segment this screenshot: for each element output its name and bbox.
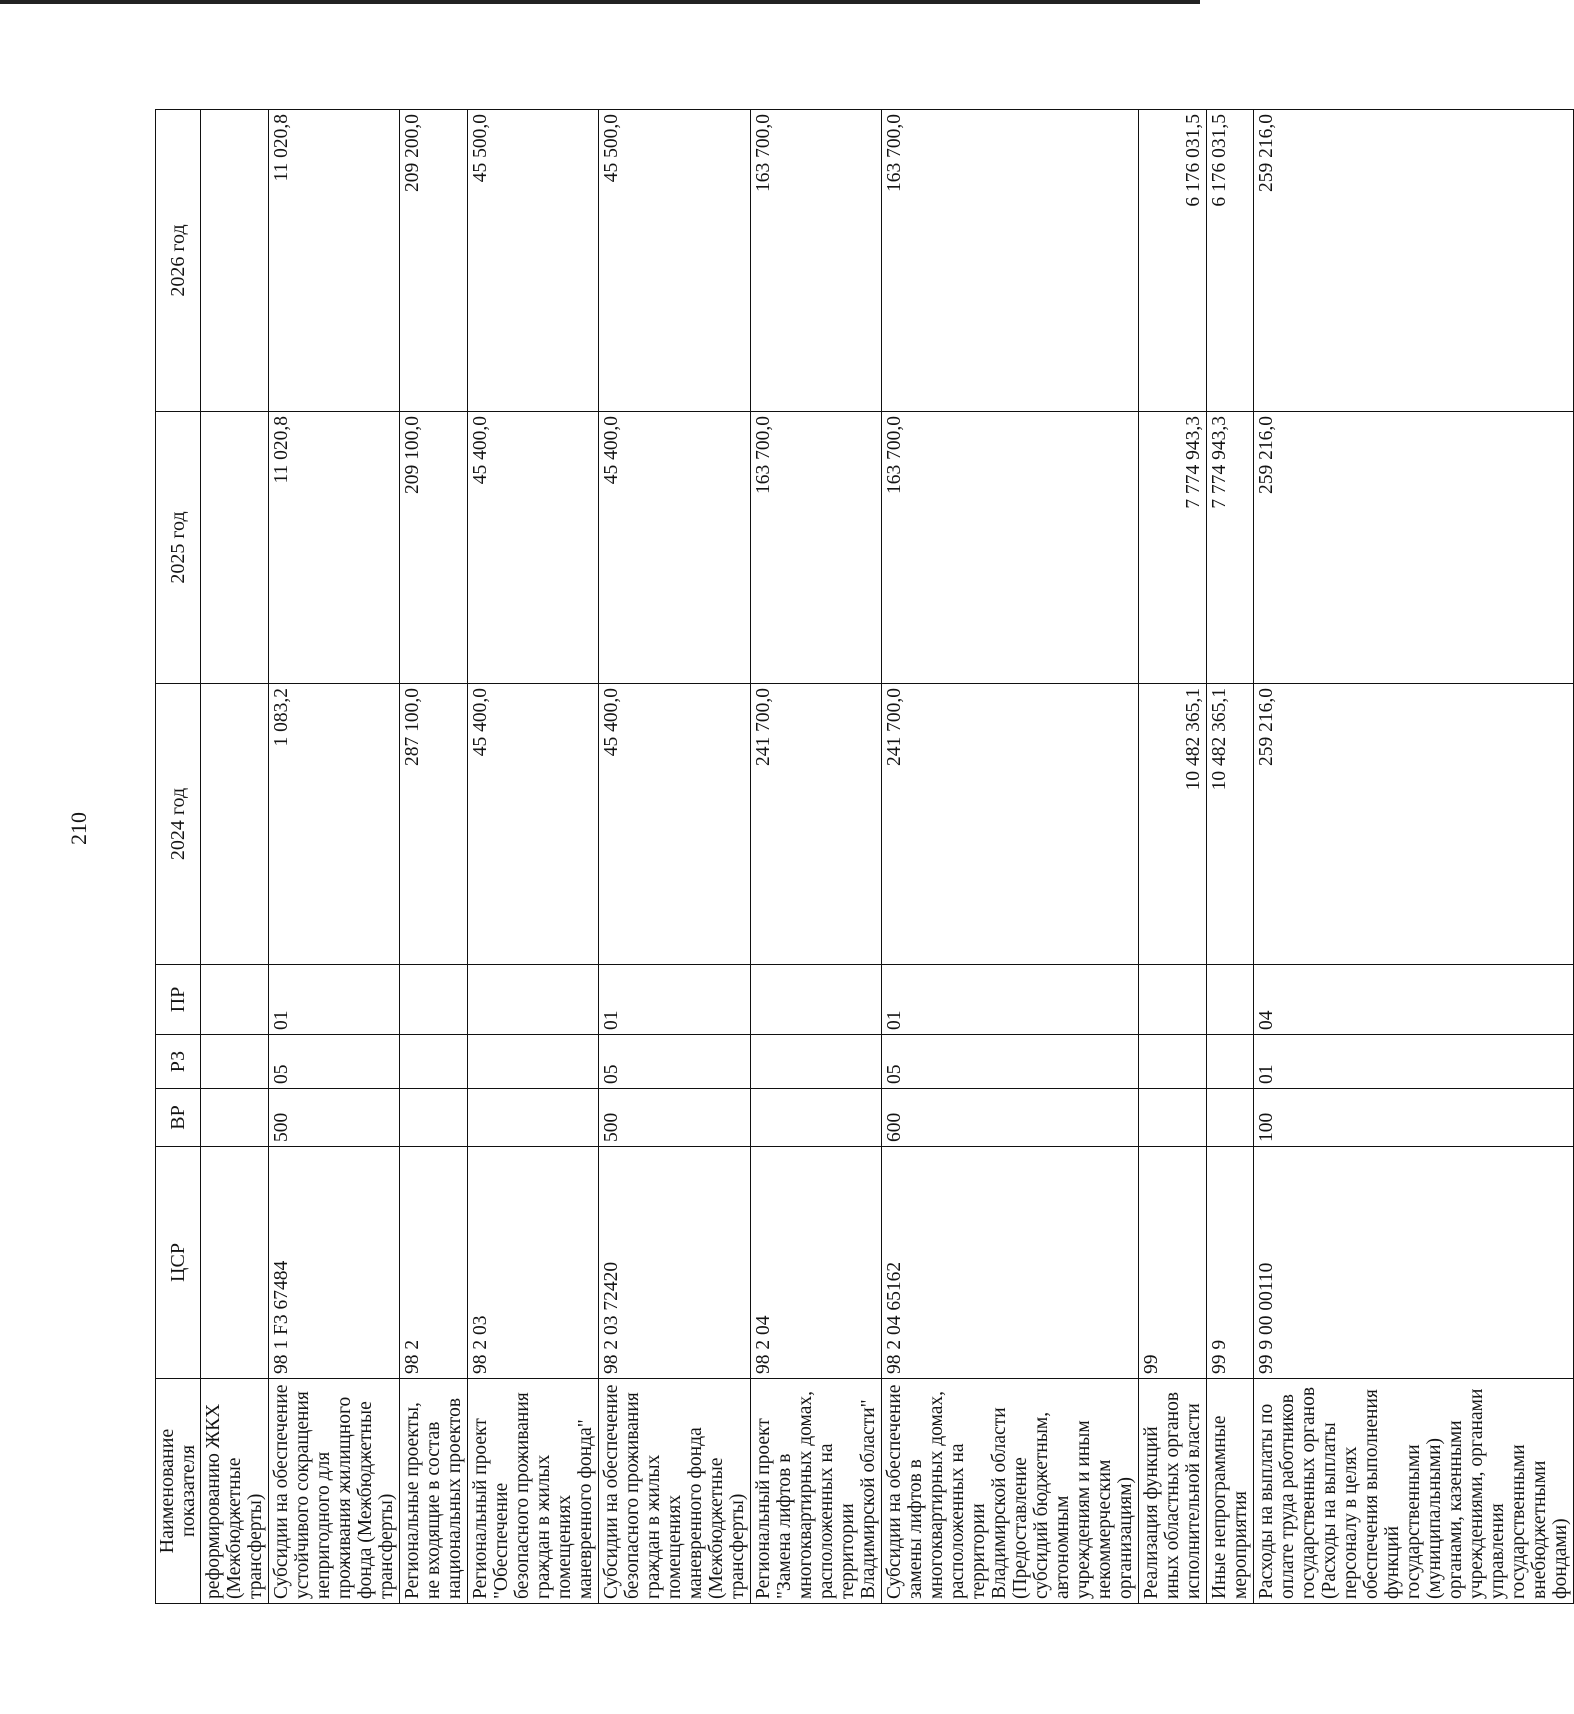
table-row: [201, 110, 269, 1604]
row-2024: 45 400,0: [468, 684, 599, 965]
row-csr: [201, 1147, 269, 1379]
row-2026: 209 200,0: [400, 110, 468, 412]
row-2024: 259 216,0: [1254, 684, 1574, 965]
column-header: 2024 год: [156, 684, 201, 965]
row-csr: 98 2 03: [468, 1147, 599, 1379]
column-header: РЗ: [156, 1035, 201, 1089]
row-csr: 98 1 F3 67484: [269, 1147, 400, 1379]
row-2025: 259 216,0: [1254, 412, 1574, 684]
row-name: Иные непрограммные мероприятия: [1207, 1379, 1254, 1604]
row-vr: [201, 1089, 269, 1147]
row-pr: 04: [1254, 965, 1574, 1035]
column-header: ЦСР: [156, 1147, 201, 1379]
page-number: 210: [66, 812, 91, 845]
row-2026: 163 700,0: [882, 110, 1139, 412]
row-2026: 45 500,0: [599, 110, 751, 412]
row-2026: 259 216,0: [1254, 110, 1574, 412]
row-pr: 01: [269, 965, 400, 1035]
row-vr: [1207, 1089, 1254, 1147]
row-pr: [400, 965, 468, 1035]
budget-table: [155, 109, 1574, 1604]
row-csr: 99 9: [1207, 1147, 1254, 1379]
row-pr: [751, 965, 882, 1035]
row-2024: 241 700,0: [751, 684, 882, 965]
row-2025: [201, 412, 269, 684]
row-rz: 05: [882, 1035, 1139, 1089]
row-vr: 100: [1254, 1089, 1574, 1147]
table-row: [400, 110, 468, 1604]
table-row: [468, 110, 599, 1604]
table-row: [1207, 110, 1254, 1604]
row-vr: 600: [882, 1089, 1139, 1147]
column-header: Наименование показателя: [156, 1379, 201, 1604]
row-pr: [201, 965, 269, 1035]
row-2025: 45 400,0: [468, 412, 599, 684]
page-top-edge: [0, 0, 1200, 4]
row-vr: [1139, 1089, 1207, 1147]
rotated-table-wrapper: [155, 110, 1571, 1604]
row-pr: [1139, 965, 1207, 1035]
row-pr: 01: [882, 965, 1139, 1035]
row-pr: [1207, 965, 1254, 1035]
table-row: [751, 110, 882, 1604]
row-name: Региональные проекты, не входящие в состав национальных проектов: [400, 1379, 468, 1604]
row-vr: [751, 1089, 882, 1147]
row-vr: 500: [599, 1089, 751, 1147]
row-pr: 01: [599, 965, 751, 1035]
row-2026: 6 176 031,5: [1139, 110, 1207, 412]
row-vr: [468, 1089, 599, 1147]
row-2025: 163 700,0: [751, 412, 882, 684]
row-2026: 6 176 031,5: [1207, 110, 1254, 412]
row-csr: 99: [1139, 1147, 1207, 1379]
row-rz: [751, 1035, 882, 1089]
column-header: ПР: [156, 965, 201, 1035]
row-name: Региональный проект "Замена лифтов в многоквартирных домах, расположенных на территории Владимирской области": [751, 1379, 882, 1604]
row-name: Региональный проект "Обеспечение безопасного проживания граждан в жилых помещениях маневренного фонда": [468, 1379, 599, 1604]
row-vr: [400, 1089, 468, 1147]
column-header: 2026 год: [156, 110, 201, 412]
row-2024: 45 400,0: [599, 684, 751, 965]
table-row: [882, 110, 1139, 1604]
row-2025: 209 100,0: [400, 412, 468, 684]
row-csr: 98 2 04 65162: [882, 1147, 1139, 1379]
row-rz: [468, 1035, 599, 1089]
row-2025: 7 774 943,3: [1139, 412, 1207, 684]
row-rz: 05: [599, 1035, 751, 1089]
row-name: Реализация функций иных областных органов исполнительной власти: [1139, 1379, 1207, 1604]
row-name: Субсидии на обеспечение безопасного проживания граждан в жилых помещениях маневренного фонда (Межбюджетные трансферты): [599, 1379, 751, 1604]
table-row: [1139, 110, 1207, 1604]
row-csr: 98 2 04: [751, 1147, 882, 1379]
row-2024: 10 482 365,1: [1207, 684, 1254, 965]
row-2024: 1 083,2: [269, 684, 400, 965]
row-name: Субсидии на обеспечение замены лифтов в многоквартирных домах, расположенных на территории Владимирской области (Предоставление субсидий бюджетным, автономным учреждениям и иным некоммерческим организациям): [882, 1379, 1139, 1604]
row-2026: 163 700,0: [751, 110, 882, 412]
row-2024: [201, 684, 269, 965]
row-rz: 01: [1254, 1035, 1574, 1089]
row-csr: 98 2 03 72420: [599, 1147, 751, 1379]
row-rz: [201, 1035, 269, 1089]
row-2026: [201, 110, 269, 412]
row-csr: 99 9 00 00110: [1254, 1147, 1574, 1379]
row-2025: 11 020,8: [269, 412, 400, 684]
row-2025: 7 774 943,3: [1207, 412, 1254, 684]
table-row: [269, 110, 400, 1604]
row-name: реформированию ЖКХ (Межбюджетные трансферты): [201, 1379, 269, 1604]
column-header: ВР: [156, 1089, 201, 1147]
row-pr: [468, 965, 599, 1035]
table-header-row: [156, 110, 201, 1604]
table-row: [599, 110, 751, 1604]
row-2026: 11 020,8: [269, 110, 400, 412]
row-rz: [1207, 1035, 1254, 1089]
row-vr: 500: [269, 1089, 400, 1147]
row-2026: 45 500,0: [468, 110, 599, 412]
row-name: Расходы на выплаты по оплате труда работников государственных органов (Расходы на выплаты персоналу в целях обеспечения выполнения функций государственными (муниципальными) органами, казенными учреждениями, органами управления государственными внебюджетными фондами): [1254, 1379, 1574, 1604]
row-2024: 287 100,0: [400, 684, 468, 965]
row-rz: 05: [269, 1035, 400, 1089]
row-csr: 98 2: [400, 1147, 468, 1379]
row-2025: 45 400,0: [599, 412, 751, 684]
table-row: [1254, 110, 1574, 1604]
row-2025: 163 700,0: [882, 412, 1139, 684]
column-header: 2025 год: [156, 412, 201, 684]
row-name: Субсидии на обеспечение устойчивого сокращения непригодного для проживания жилищного фонда (Межбюджетные трансферты): [269, 1379, 400, 1604]
row-2024: 241 700,0: [882, 684, 1139, 965]
row-2024: 10 482 365,1: [1139, 684, 1207, 965]
row-rz: [400, 1035, 468, 1089]
row-rz: [1139, 1035, 1207, 1089]
